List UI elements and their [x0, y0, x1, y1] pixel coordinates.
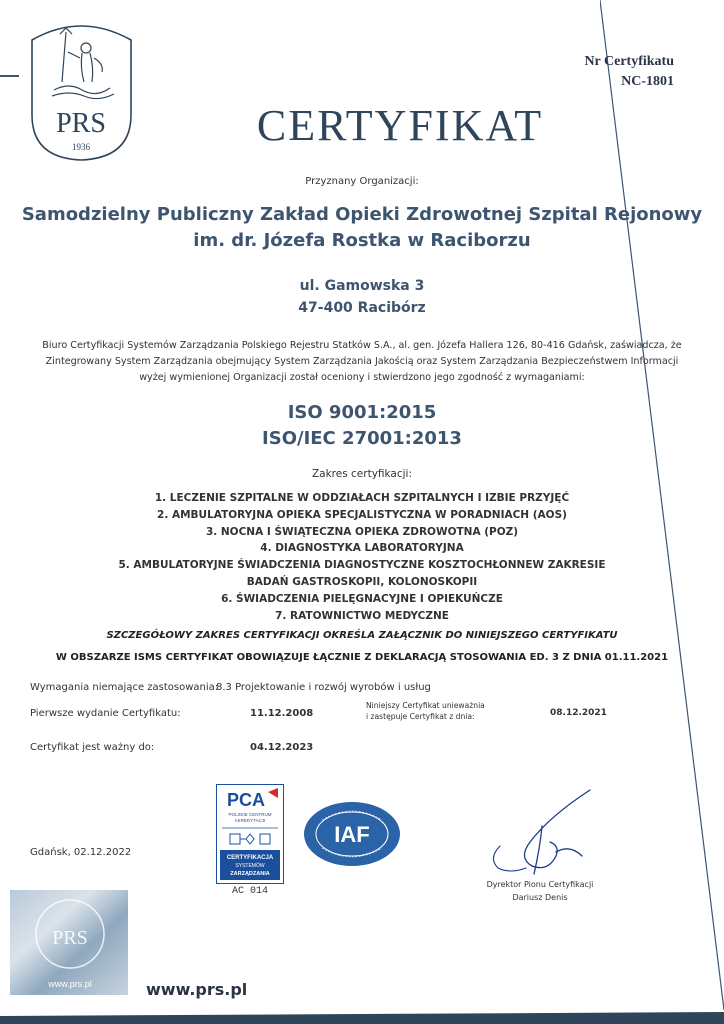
svg-text:AKREDYTACJI: AKREDYTACJI — [234, 818, 266, 823]
svg-text:SYSTEMÓW: SYSTEMÓW — [235, 863, 265, 869]
isms-note: W OBSZARZE ISMS CERTYFIKAT OBOWIĄZUJE ŁĄCZNIE Z DEKLARACJĄ STOSOWANIA ED. 3 Z DNIA 01.11.2021 — [55, 652, 669, 663]
director-name: Dariusz Denis — [512, 893, 568, 902]
scope-item: 7. RATOWNICTWO MEDYCZNE — [275, 609, 449, 622]
scope-item: 6. ŚWIADCZENIA PIELĘGNACYJNE I OPIEKUŃCZE — [221, 592, 503, 605]
svg-text:CERTYFIKACJA: CERTYFIKACJA — [226, 855, 274, 861]
svg-text:PRS: PRS — [52, 927, 88, 949]
address-street: ul. Gamowska 3 — [299, 278, 425, 294]
scope-item: 2. AMBULATORYJNA OPIEKA SPECJALISTYCZNA W PORADNIACH (AOS) — [157, 508, 567, 521]
standard-iso9001: ISO 9001:2015 — [287, 402, 437, 423]
organization-name-line2: im. dr. Józefa Rostka w Raciborzu — [193, 230, 531, 251]
replaces-label-line1: Niniejszy Certyfikat unieważnia — [366, 701, 485, 710]
exclusions-value: 8.3 Projektowanie i rozwój wyrobów i usług — [216, 682, 431, 693]
svg-text:POLSKIE CENTRUM: POLSKIE CENTRUM — [228, 812, 272, 817]
document-title: CERTYFIKAT — [256, 101, 544, 150]
website-link[interactable]: www.prs.pl — [146, 980, 248, 999]
scope-label: Zakres certyfikacji: — [311, 468, 413, 480]
svg-text:ZARZĄDZANIA: ZARZĄDZANIA — [230, 871, 270, 877]
svg-text:1936: 1936 — [72, 142, 90, 152]
replaces-label-line2: i zastępuje Certyfikat z dnia: — [366, 712, 475, 721]
replaces-value: 08.12.2021 — [550, 708, 607, 718]
svg-text:PRS: PRS — [56, 108, 106, 139]
cert-number-label: Nr Certyfikatu — [584, 54, 674, 69]
director-signature — [470, 786, 610, 876]
iaf-logo — [302, 800, 402, 868]
svg-text:www.prs.pl: www.prs.pl — [48, 979, 92, 989]
granted-label: Przyznany Organizacji: — [305, 176, 419, 187]
scope-item: 5. AMBULATORYJNE ŚWIADCZENIA DIAGNOSTYCZNE KOSZTOCHŁONNEW ZAKRESIE — [118, 559, 606, 572]
exclusions-label: Wymagania niemające zastosowania: — [30, 682, 219, 693]
scope-item: 1. LECZENIE SZPITALNE W ODDZIAŁACH SZPITALNYCH I IZBIE PRZYJĘĆ — [154, 492, 570, 504]
first-issue-label: Pierwsze wydanie Certyfikatu: — [30, 708, 181, 719]
pca-accreditation-logo — [216, 784, 284, 884]
place-date: Gdańsk, 02.12.2022 — [30, 847, 132, 858]
valid-until-label: Certyfikat jest ważny do: — [30, 742, 155, 753]
pca-code: AC 014 — [231, 886, 268, 897]
cert-number-value: NC-1801 — [621, 74, 674, 89]
prs-logo — [24, 20, 139, 162]
svg-text:PCA: PCA — [226, 790, 266, 810]
svg-text:IAF: IAF — [334, 822, 370, 847]
prs-hologram-sticker — [10, 890, 128, 995]
organization-name-line1: Samodzielny Publiczny Zakład Opieki Zdrowotnej Szpital Rejonowy — [21, 204, 703, 225]
frame-line — [0, 75, 19, 77]
intro-line2: Zintegrowany System Zarządzania obejmujący System Zarządzania Jakością oraz System Zarządzania Bezpieczeństwem Informacji — [45, 356, 679, 367]
scope-item: BADAŃ GASTROSKOPII, KOLONOSKOPII — [246, 575, 478, 588]
address-city: 47-400 Racibórz — [298, 300, 426, 316]
intro-line1: Biuro Certyfikacji Systemów Zarządzania Polskiego Rejestru Statków S.A., al. gen. Józefa Hallera 126, 80-416 Gdańsk, zaświadcza, że — [42, 340, 682, 351]
intro-line3: wyżej wymienionej Organizacji został oceniony i stwierdzono jego zgodność z wymaganiami: — [139, 372, 585, 383]
first-issue-value: 11.12.2008 — [250, 708, 314, 719]
bottom-decorative-band — [0, 1010, 724, 1024]
scope-item: 3. NOCNA I ŚWIĄTECZNA OPIEKA ZDROWOTNA (POZ) — [205, 525, 519, 538]
scope-item: 4. DIAGNOSTYKA LABORATORYJNA — [260, 542, 464, 555]
replaces-label — [366, 700, 506, 722]
scope-list — [0, 490, 724, 624]
valid-until-value: 04.12.2023 — [250, 742, 314, 753]
scope-note: SZCZEGÓŁOWY ZAKRES CERTYFIKACJI OKREŚLA ZAŁĄCZNIK DO NINIEJSZEGO CERTYFIKATU — [106, 630, 618, 641]
director-title: Dyrektor Pionu Certyfikacji — [486, 880, 594, 889]
standard-iso27001: ISO/IEC 27001:2013 — [262, 428, 462, 449]
